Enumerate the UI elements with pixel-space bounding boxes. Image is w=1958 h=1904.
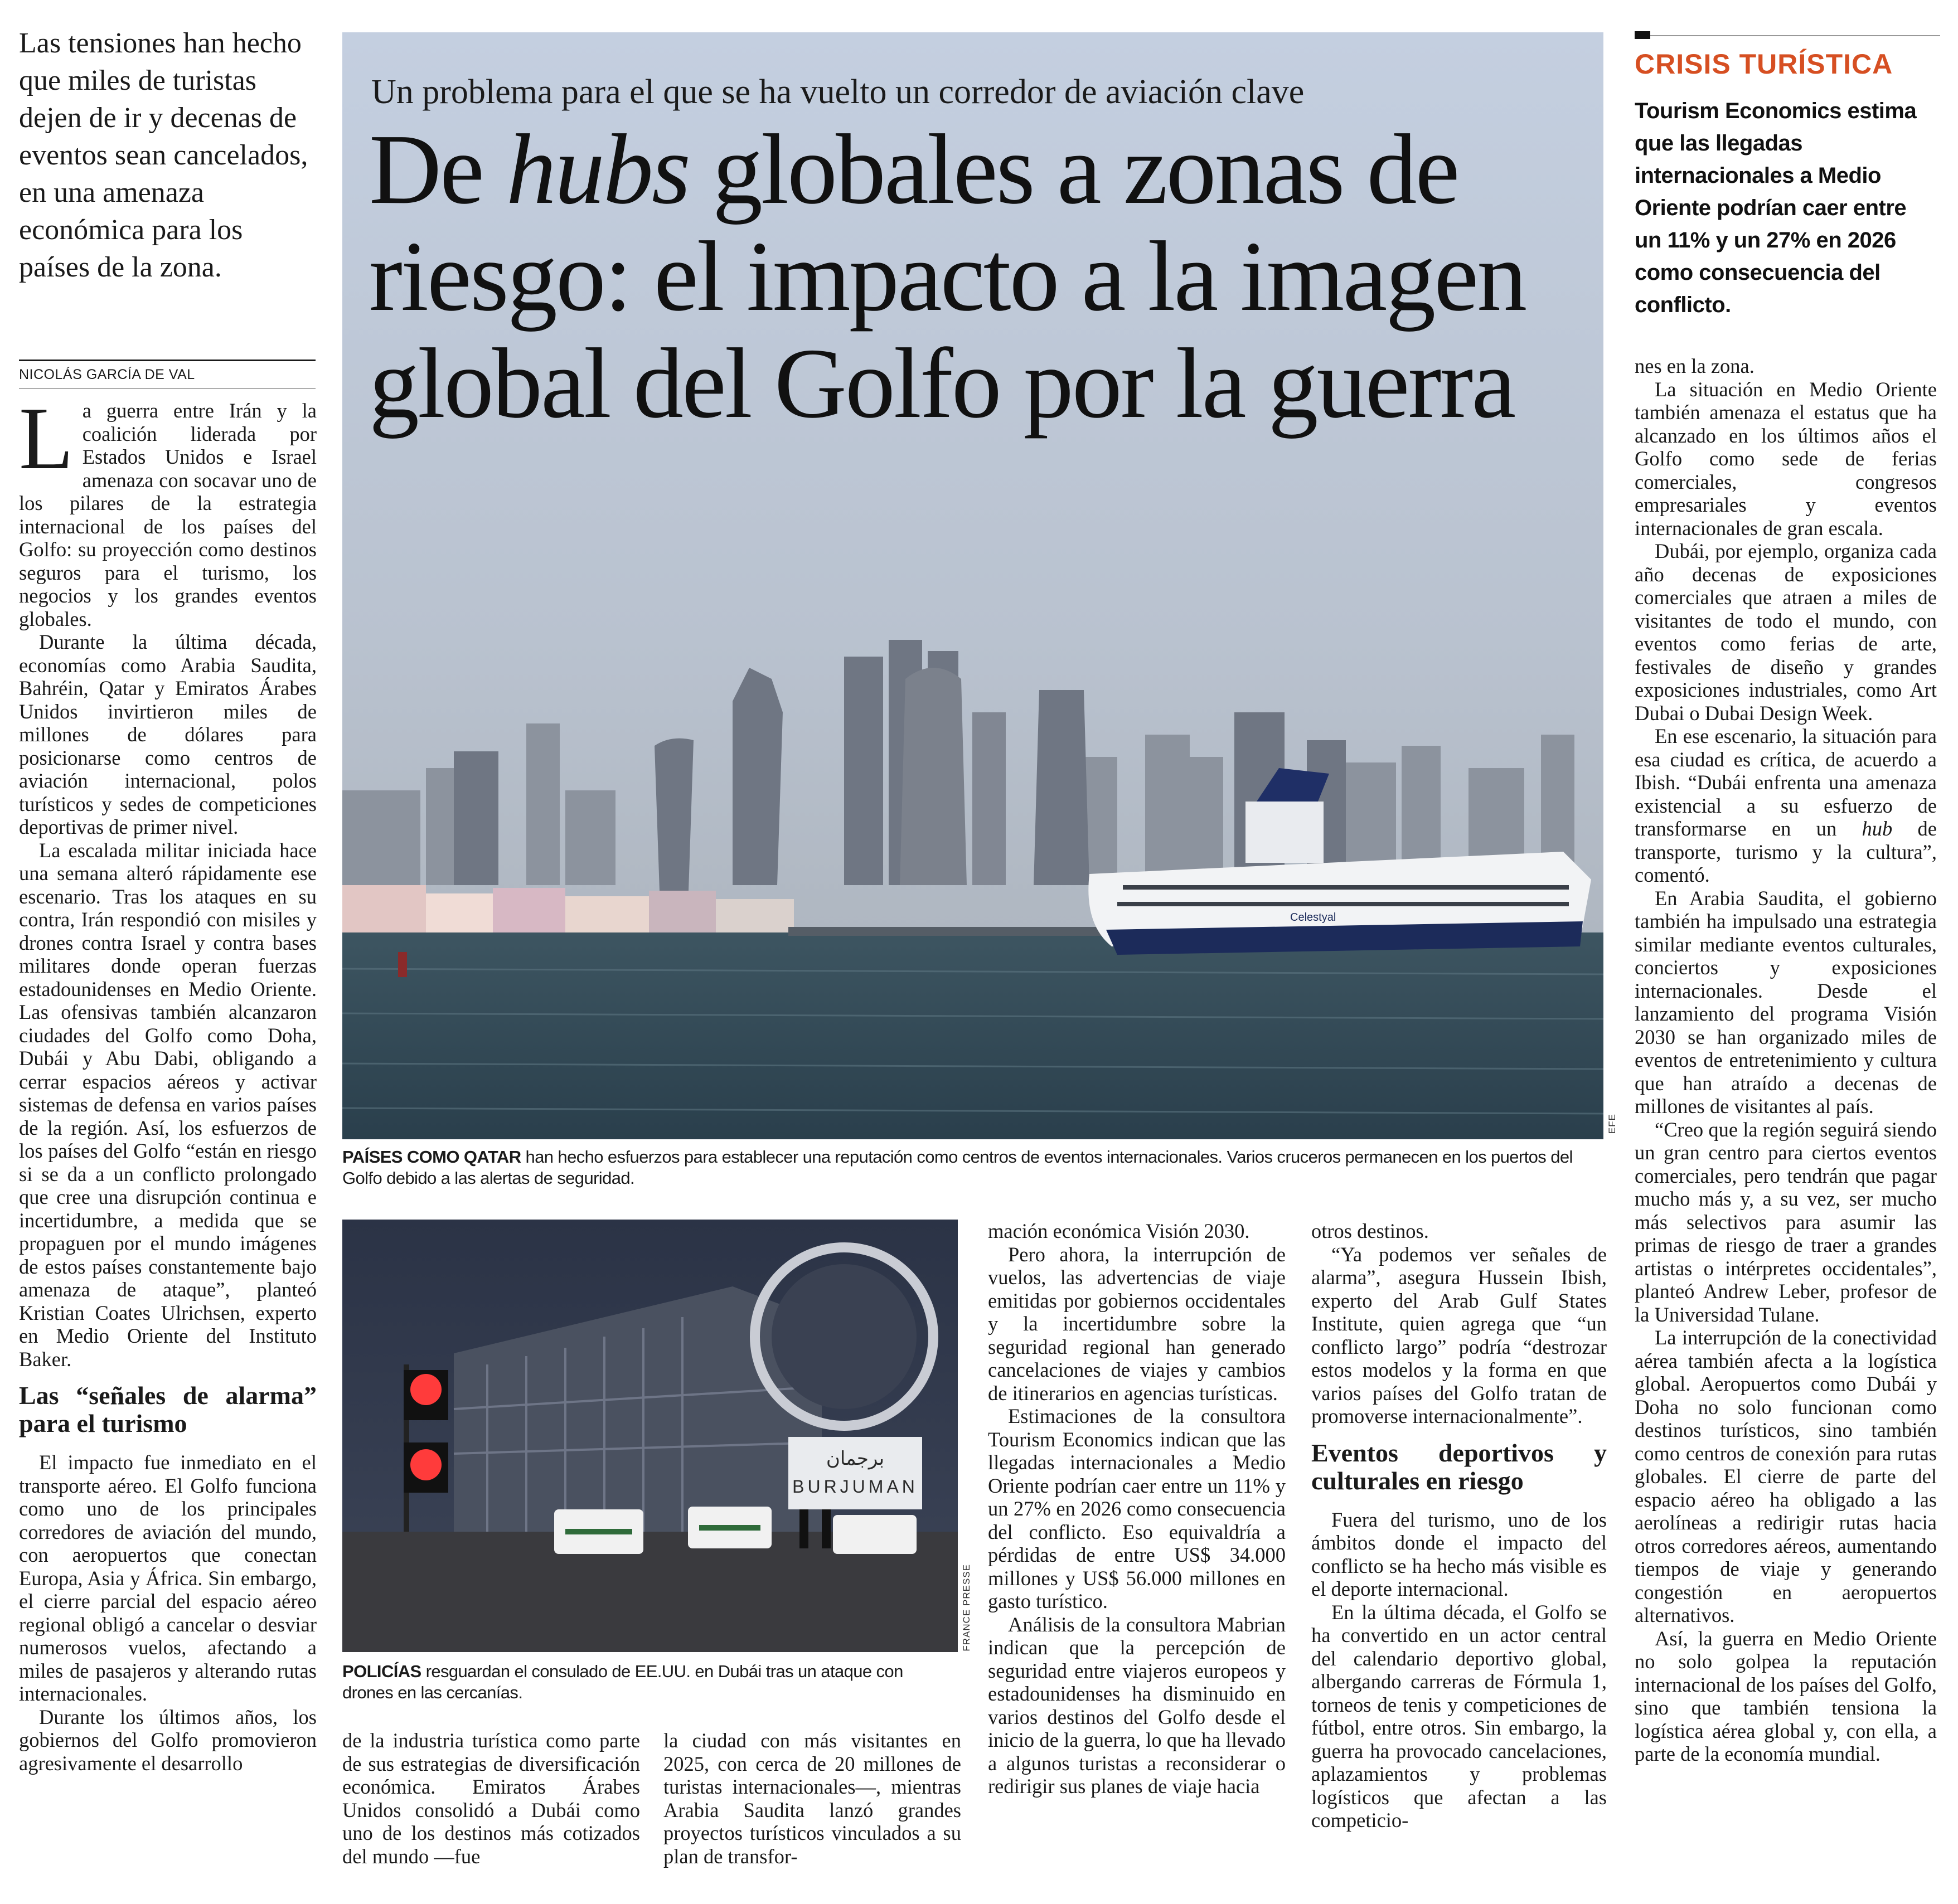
paragraph: Fuera del turismo, uno de los ámbitos donde el impacto del conflicto se ha hecho más visible es el deporte internacional.	[1311, 1508, 1607, 1600]
sidebar-text: Tourism Economics estima que las llegadas internacionales a Medio Oriente podrían caer entre un 11% y un 27% en 2026 como consecuencia del conflicto.	[1635, 99, 1917, 317]
main-photo	[342, 32, 1603, 1139]
secondary-photo-caption	[342, 1661, 958, 1703]
paragraph: En la última década, el Golfo se ha convertido en un actor central del calendario deportivo global, albergando carreras de Fórmula 1, torneos de tenis y competiciones de fútbol, entre otros. Sin embargo, la guerra ha provocado cancelaciones, aplazamientos y problemas logísticos que afectan a las competicio-	[1311, 1600, 1607, 1832]
subheading: Eventos deportivos y culturales en riesgo	[1311, 1438, 1607, 1495]
paragraph: de la industria turística como parte de sus estrategias de diversificación económica. Emiratos Árabes Unidos consolidó a Dubái como uno de los destinos más cotizados del mundo —fue	[342, 1729, 640, 1868]
main-photo-caption	[342, 1147, 1603, 1189]
article-column-5	[1311, 1220, 1607, 1832]
article-column-2	[342, 1729, 640, 1868]
headline-italic: hubs	[506, 114, 689, 225]
sign-arabic: برجمان	[826, 1448, 885, 1470]
paragraph: Así, la guerra en Medio Oriente no solo golpea la reputación internacional de los países del Golfo, sino que también tensiona la logística aérea global y, con ella, a parte de la economía mundial.	[1635, 1626, 1937, 1765]
paragraph: Dubái, por ejemplo, organiza cada año decenas de exposiciones comerciales que atraen a miles de visitantes de todo el mundo, con eventos como ferias de arte, festivales de diseño y grandes exposiciones industriales, como Art Dubai o Dubai Design Week.	[1635, 540, 1937, 725]
article-column-1	[19, 388, 317, 1775]
article-column-6	[1635, 354, 1937, 1766]
byline: NICOLÁS GARCÍA DE VAL	[19, 367, 195, 382]
caption-text: han hecho esfuerzos para establecer una reputación como centros de eventos internacionales. Varios cruceros permanecen en los puertos del Golfo debido a las alertas de seguridad.	[342, 1147, 1573, 1188]
paragraph: mación económica Visión 2030.	[988, 1220, 1250, 1242]
drop-cap: L	[19, 388, 74, 488]
article-column-3	[663, 1729, 961, 1868]
sidebar-marker	[1635, 31, 1650, 39]
lede: Las tensiones han hecho que miles de turistas dejen de ir y decenas de eventos sean cancelados, en una amenaza económica para los países de la zona.	[19, 27, 308, 283]
sidebar-title: CRISIS TURÍSTICA	[1635, 48, 1893, 80]
headline-text: De	[369, 114, 506, 225]
sidebar-rule	[1650, 35, 1940, 36]
paragraph-text: En ese escenario, la situación para esa ciudad es crítica, de acuerdo a Ibish. “Dubái enfrenta una amenaza existencial a su esfuerzo de transformarse en un	[1635, 725, 1937, 840]
paragraph: nes en la zona.	[1635, 354, 1755, 377]
subheading: Las “señales de alarma” para el turismo	[19, 1381, 317, 1437]
byline-rule	[19, 360, 316, 361]
photo-credit: FRANCE PRESSE	[961, 1564, 972, 1652]
caption-lead: PAÍSES COMO QATAR	[342, 1147, 521, 1167]
first-paragraph-text: a guerra entre Irán y la coalición liderada por Estados Unidos e Israel amenaza con socavar uno de los pilares de la estrategia internacional de los países del Golfo: su proyección como destinos seguros para el turismo, los negocios y los grandes eventos globales.	[19, 399, 317, 630]
caption-lead: POLICÍAS	[342, 1662, 421, 1681]
headline-text: globales a zonas de riesgo: el impacto a la imagen global del Golfo por la guerra	[369, 114, 1526, 439]
photo-credit: EFE	[1607, 1114, 1617, 1134]
headline-kicker: Un problema para el que se ha vuelto un corredor de aviación clave	[371, 73, 1305, 111]
paragraph: la ciudad con más visitantes en 2025, con cerca de 20 millones de turistas internacionales—, mientras Arabia Saudita lanzó grandes proyectos turísticos vinculados a su plan de transfor-	[663, 1729, 961, 1868]
paragraph	[1635, 725, 1937, 887]
paragraph-italic: hub	[1862, 817, 1893, 840]
headline	[369, 116, 1584, 437]
first-paragraph	[19, 388, 317, 630]
paragraph: Pero ahora, la interrupción de vuelos, las advertencias de viaje emitidas por gobiernos occidentales y la incertidumbre sobre la seguridad regional han generado cancelaciones de viajes y cambios de itinerarios en agencias turísticas.	[988, 1242, 1286, 1405]
paragraph: Estimaciones de la consultora Tourism Economics indican que las llegadas internacionales a Medio Oriente podrían caer entre un 11% y un 27% en 2026 como consecuencia del conflicto. Eso equivaldría a pérdidas de entre US$ 34.000 millones y US$ 56.000 millones en gasto turístico.	[988, 1405, 1286, 1612]
paragraph: La escalada militar iniciada hace una semana alteró rápidamente ese escenario. Tras los ataques en su contra, Irán respondió con misiles y drones contra Israel y contra bases militares donde operan fuerzas estadounidenses en Medio Oriente. Las ofensivas también alcanzaron ciudades del Golfo como Doha, Dubái y Abu Dabi, obligando a cerrar espacios aéreos y activar sistemas de defensa en varios países de la región. Así, los esfuerzos de los países del Golfo “están en riesgo si se da a un conflicto prolongado que cree una disrupción continua e incertidumbre, a medida que se propaguen por el mundo imágenes de estos países constantemente bajo amenaza de ataque”, planteó Kristian Coates Ulrichsen, experto en Medio Oriente del Instituto Baker.	[19, 838, 317, 1371]
sign-text: BURJUMAN	[792, 1476, 918, 1497]
paragraph: Análisis de la consultora Mabrian indican que la percepción de seguridad entre viajeros europeos y estadounidenses ha disminuido en varios destinos del Golfo desde el inicio de la guerra, lo que ha llevado a algunos turistas a reconsiderar o redirigir sus planes de viaje hacia	[988, 1612, 1286, 1798]
paragraph: La situación en Medio Oriente también amenaza el estatus que ha alcanzado en los últimos años el Golfo como sede de ferias comerciales, congresos empresariales y eventos internacionales de gran escala.	[1635, 377, 1937, 540]
paragraph: El impacto fue inmediato en el transporte aéreo. El Golfo funciona como uno de los principales corredores de aviación del mundo, con aeropuertos que conectan Europa, Asia y África. Sin embargo, el cierre parcial del espacio aéreo regional obligó a cancelar o desviar numerosos vuelos, afectando a miles de pasajeros y alterando rutas internacionales.	[19, 1451, 317, 1705]
secondary-photo	[342, 1220, 958, 1652]
caption-text: resguardan el consulado de EE.UU. en Dubái tras un ataque con drones en las cercanías.	[342, 1662, 903, 1702]
paragraph: Durante los últimos años, los gobiernos del Golfo promovieron agresivamente el desarrollo	[19, 1705, 317, 1775]
paragraph: La interrupción de la conectividad aérea también afecta a la logística global. Aeropuertos como Dubái y Doha no solo funcionan como destinos turísticos, sino también como centros de conexión para rutas globales. El cierre de parte del espacio aéreo ha obligado a las aerolíneas a redirigir rutas hacia otros corredores aéreos, aumentando tiempos de viaje y generando congestión en aeropuertos alternativos.	[1635, 1326, 1937, 1626]
paragraph: En Arabia Saudita, el gobierno también ha impulsado una estrategia similar mediante eventos culturales, conciertos y exposiciones internacionales. Desde el lanzamiento del programa Visión 2030 se han organizado miles de eventos de entretenimiento y cultura que han atraído a decenas de millones de visitantes al país.	[1635, 886, 1937, 1118]
paragraph-text: de transporte, turismo y la cultura”, comentó.	[1635, 817, 1937, 886]
paragraph: “Creo que la región seguirá siendo un gran centro para ciertos eventos comerciales, pero tendrán que pagar mucho más y, a su vez, ser mucho más selectivos para asumir las primas de riesgo de traer a grandes artistas o intérpretes occidentales”, planteó Andrew Leber, profesor de la Universidad Tulane.	[1635, 1118, 1937, 1326]
article-column-4	[988, 1220, 1286, 1798]
paragraph: “Ya podemos ver señales de alarma”, asegura Hussein Ibish, experto del Arab Gulf States Institute, quien agrega que “un conflicto largo” podría “destrozar estos modelos y la forma en que varios países del Golfo tratan de promoverse internacionalmente”.	[1311, 1242, 1607, 1427]
ship-name: Celestyal	[1290, 911, 1336, 924]
dubai-consulate-image	[342, 1220, 958, 1652]
paragraph: Durante la última década, economías como Arabia Saudita, Bahréin, Qatar y Emiratos Árabes Unidos invirtieron miles de millones de dólares para posicionarse como centros de aviación internacional, polos turísticos y sedes de competiciones deportivas de primer nivel.	[19, 630, 317, 838]
paragraph: otros destinos.	[1311, 1220, 1429, 1242]
